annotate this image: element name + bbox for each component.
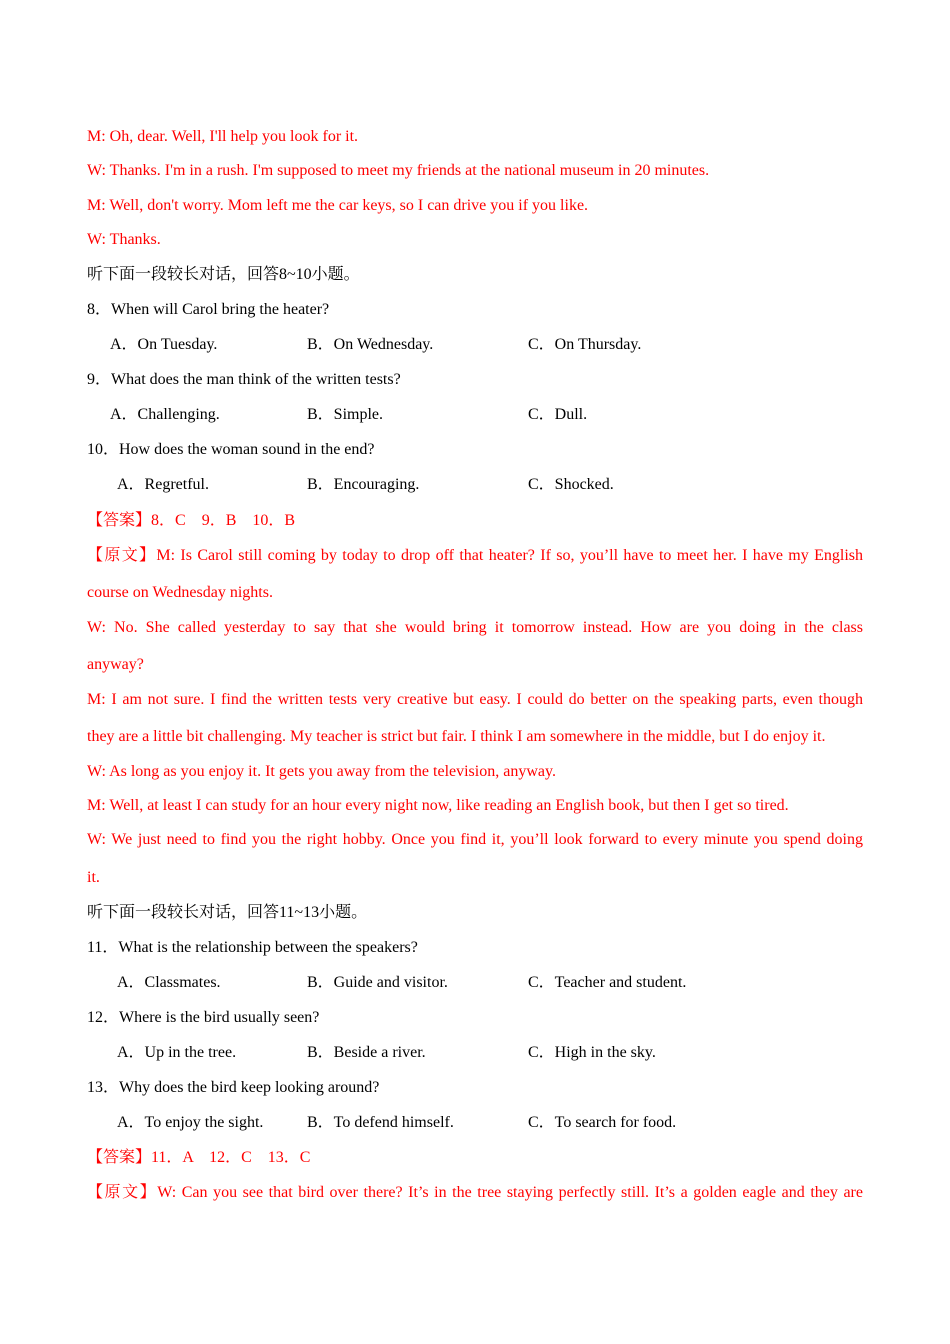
answer-line [87,511,863,531]
option-b: B．Beside a river. [307,1044,426,1061]
transcript-line: it. [87,869,100,886]
question-stem: 10．How does the woman sound in the end? [87,441,375,458]
question-stem: 8．When will Carol bring the heater? [87,301,330,318]
transcript-line: M: Well, at least I can study for an hour every night now, like reading an English book, but then I get so tired. [87,797,789,814]
option-a: A．On Tuesday. [110,336,218,353]
dialog-line: W: Thanks. [87,231,161,248]
dialog-line: M: Oh, dear. Well, I'll help you look for it. [87,128,359,145]
option-a: A．Classmates. [117,974,221,991]
transcript-line: M: I am not sure. I find the written tests very creative but easy. I could do better on the speaking parts, even though [87,691,863,708]
option-c: C．On Thursday. [528,336,642,353]
transcript-line [87,1183,863,1203]
option-b: B．Guide and visitor. [307,974,448,991]
answer-line [87,1148,863,1168]
transcript-line: W: As long as you enjoy it. It gets you away from the television, anyway. [87,763,556,780]
dialog-line: M: Well, don't worry. Mom left me the car keys, so I can drive you if you like. [87,197,589,214]
section-intro: 听下面一段较长对话，回答11~13小题。 [87,904,368,921]
transcript-line: W: No. She called yesterday to say that she would bring it tomorrow instead. How are you doing in the class [87,619,863,636]
option-a: A．To enjoy the sight. [117,1114,264,1131]
dialog-line: W: Thanks. I'm in a rush. I'm supposed to meet my friends at the national museum in 20 minutes. [87,162,710,179]
option-a: A．Up in the tree. [117,1044,237,1061]
option-b: B．On Wednesday. [307,336,434,353]
answer-label: 【答案】 [87,512,152,529]
transcript-line: W: We just need to find you the right hobby. Once you find it, you’ll look forward to every minute you spend doing [87,831,863,848]
option-a: A．Challenging. [110,406,220,423]
question-stem: 12．Where is the bird usually seen? [87,1009,320,1026]
question-stem: 9．What does the man think of the written tests? [87,371,401,388]
option-c: C．Teacher and student. [528,974,687,991]
transcript-line: they are a little bit challenging. My teacher is strict but fair. I think I am somewhere in the middle, but I do enjoy it. [87,728,826,745]
answer-text: 8．C 9．B 10．B [151,512,296,529]
question-stem: 13．Why does the bird keep looking around? [87,1079,380,1096]
transcript-text: M: Is Carol still coming by today to drop off that heater? If so, you’ll have to meet her. I have my English [156,547,863,564]
option-c: C．High in the sky. [528,1044,656,1061]
option-c: C．Shocked. [528,476,614,493]
option-c: C．To search for food. [528,1114,677,1131]
transcript-line: anyway? [87,656,144,673]
transcript-line: course on Wednesday nights. [87,584,273,601]
section-intro: 听下面一段较长对话，回答8~10小题。 [87,266,360,283]
transcript-text: W: Can you see that bird over there? It’s in the tree staying perfectly still. It’s a golden eagle and they are [157,1184,863,1201]
option-a: A．Regretful. [117,476,209,493]
answer-label: 【答案】 [87,1149,152,1166]
transcript-label: 【原文】 [87,547,157,564]
answer-text: 11．A 12．C 13．C [151,1149,311,1166]
option-b: B．To defend himself. [307,1114,454,1131]
transcript-line [87,546,863,566]
option-c: C．Dull. [528,406,588,423]
option-b: B．Simple. [307,406,384,423]
transcript-label: 【原文】 [87,1184,158,1201]
option-b: B．Encouraging. [307,476,420,493]
question-stem: 11．What is the relationship between the speakers? [87,939,418,956]
